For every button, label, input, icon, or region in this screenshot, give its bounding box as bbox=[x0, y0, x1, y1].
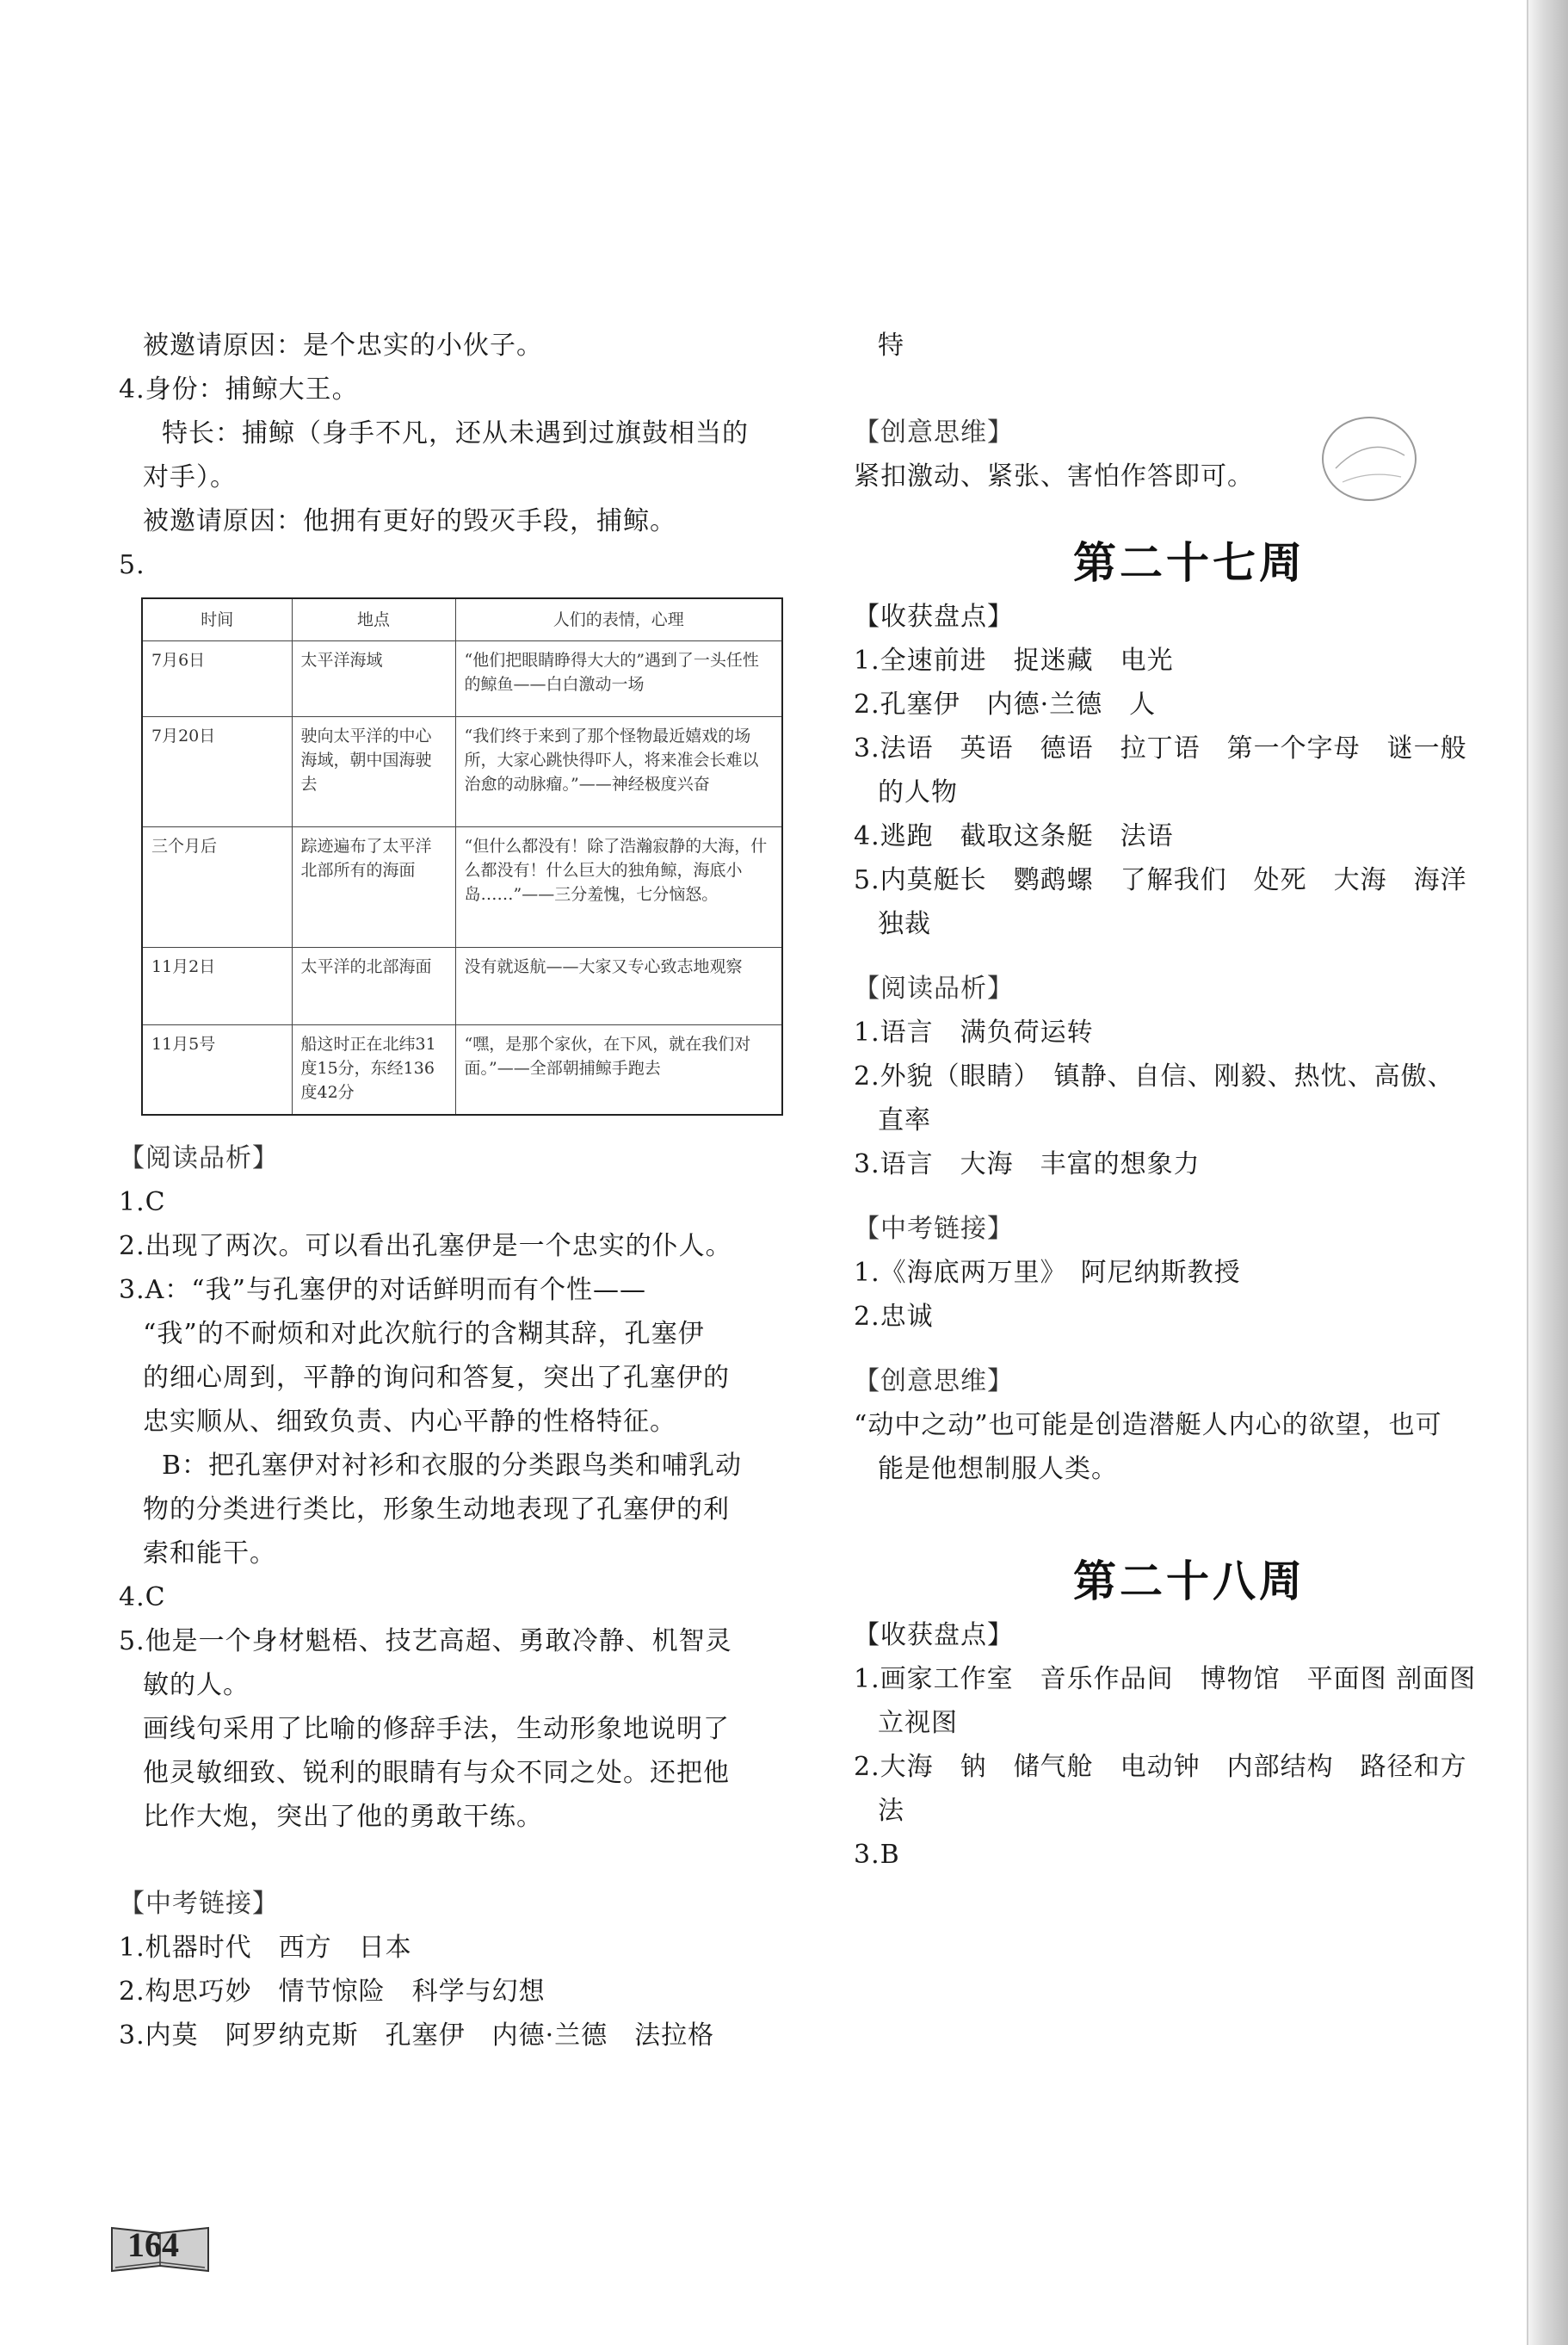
text-line: 5.内莫艇长 鹦鹉螺 了解我们 处死 大海 海洋 bbox=[854, 865, 1467, 895]
left-column bbox=[119, 324, 781, 2057]
text-line: 1.C bbox=[119, 1186, 166, 1217]
right-column bbox=[854, 324, 1525, 1877]
text-line: 4.逃跑 截取这条艇 法语 bbox=[854, 821, 1174, 851]
section-heading: 【收获盘点】 bbox=[854, 1620, 1014, 1650]
text-line: 3.内莫 阿罗纳克斯 孔塞伊 内德·兰德 法拉格 bbox=[119, 2020, 715, 2051]
text-line: 2.大海 钠 储气舱 电动钟 内部结构 路径和方 bbox=[854, 1752, 1467, 1782]
text-line: “动中之动”也可能是创造潜艇人内心的欲望，也可 bbox=[854, 1410, 1442, 1440]
week-title: 第二十七周 bbox=[1073, 537, 1306, 588]
text-line: 特长：捕鲸（身手不凡，还从未遇到过旗鼓相当的 bbox=[162, 418, 749, 449]
section-heading: 【 中考链接 】 bbox=[854, 1207, 1525, 1251]
text-line: 被邀请原因：他拥有更好的毁灭手段，捕鲸。 bbox=[143, 506, 676, 536]
text-line: B：把孔塞伊对衬衫和衣服的分类跟鸟类和哺乳动 bbox=[162, 1450, 743, 1481]
table-cell: 没有就返航——大家又专心致志地观察 bbox=[455, 948, 782, 1025]
text-line: 能是他想制服人类。 bbox=[878, 1454, 1118, 1484]
text-line: 被邀请原因：是个忠实的小伙子。 bbox=[143, 331, 543, 361]
text-line: 的人物 bbox=[878, 777, 958, 807]
text-line: 特 bbox=[878, 331, 904, 361]
text-line: 2.外貌（眼睛） 镇静、自信、刚毅、热忱、高傲、 bbox=[854, 1061, 1454, 1092]
table-cell: 三个月后 bbox=[142, 827, 292, 948]
text-line: 2.孔塞伊 内德·兰德 人 bbox=[854, 690, 1157, 720]
text-line: 4.C bbox=[119, 1581, 166, 1612]
section-heading: 【 创意思维 】 bbox=[854, 1359, 1525, 1403]
text-line: 立视图 bbox=[878, 1708, 958, 1738]
section-heading: 【 创意思维 】 bbox=[854, 411, 1525, 455]
table-header: 人们的表情，心理 bbox=[455, 598, 782, 641]
table-cell: “但什么都没有！除了浩瀚寂静的大海，什么都没有！什么巨大的独角鲸，海底小岛……”——三分羞愧，七分恼怒。 bbox=[455, 827, 782, 948]
text-line: 直率 bbox=[878, 1105, 931, 1135]
table-cell: “我们终于来到了那个怪物最近嬉戏的场所，大家心跳快得吓人，将来准会长难以治愈的动脉瘤。”——神经极度兴奋 bbox=[455, 717, 782, 827]
text-line: 敏的人。 bbox=[143, 1669, 250, 1700]
text-line: 5.他是一个身材魁梧、技艺高超、勇敢冷静、机智灵 bbox=[119, 1625, 732, 1656]
table-cell: 太平洋的北部海面 bbox=[292, 948, 455, 1025]
text-line: 独裁 bbox=[878, 909, 931, 939]
section-heading: 【 阅读品析 】 bbox=[854, 967, 1525, 1011]
text-line: 1.语言 满负荷运转 bbox=[854, 1018, 1094, 1048]
text-line: 物的分类进行类比，形象生动地表现了孔塞伊的利 bbox=[143, 1494, 730, 1525]
text-line: 紧扣激动、紧张、害怕作答即可。 bbox=[854, 461, 1254, 492]
section-heading: 【 中考链接 】 bbox=[119, 1882, 781, 1926]
table-cell: 太平洋海域 bbox=[292, 641, 455, 717]
table-row bbox=[142, 948, 782, 1025]
text-line: 2.忠诚 bbox=[854, 1302, 934, 1332]
text-line: 1.全速前进 捉迷藏 电光 bbox=[854, 646, 1174, 676]
page-number: 164 bbox=[127, 2225, 179, 2264]
text-line: 2.构思巧妙 情节惊险 科学与幻想 bbox=[119, 1976, 546, 2007]
table-cell: 7月6日 bbox=[142, 641, 292, 717]
page-edge bbox=[1527, 0, 1568, 2345]
table-row bbox=[142, 1025, 782, 1115]
week-title: 第二十八周 bbox=[1073, 1556, 1306, 1606]
table-cell: 船这时正在北纬31度15分，东经136度42分 bbox=[292, 1025, 455, 1115]
table-cell: 7月20日 bbox=[142, 717, 292, 827]
stamp-icon bbox=[1318, 408, 1420, 510]
text-line: 5. bbox=[119, 550, 145, 580]
text-line: 比作大炮，突出了他的勇敢干练。 bbox=[143, 1801, 543, 1832]
text-line: 4.身份：捕鲸大王。 bbox=[119, 374, 359, 405]
text-line: 忠实顺从、细致负责、内心平静的性格特征。 bbox=[143, 1406, 676, 1437]
text-line: 3.A：“我”与孔塞伊的对话鲜明而有个性—— bbox=[119, 1274, 646, 1305]
page-number-badge bbox=[108, 2221, 212, 2274]
text-line: 画线句采用了比喻的修辞手法，生动形象地说明了 bbox=[143, 1713, 730, 1744]
text-line: “我”的不耐烦和对此次航行的含糊其辞，孔塞伊 bbox=[143, 1318, 705, 1349]
stamp-logo bbox=[1318, 408, 1420, 510]
text-line: 索和能干。 bbox=[143, 1538, 276, 1568]
table-cell: 11月5号 bbox=[142, 1025, 292, 1115]
table-cell: “嘿，是那个家伙，在下风，就在我们对面。”——全部朝捕鲸手跑去 bbox=[455, 1025, 782, 1115]
section-heading: 【 阅读品析 】 bbox=[119, 1136, 781, 1180]
table-row bbox=[142, 827, 782, 948]
table-header: 时间 bbox=[142, 598, 292, 641]
text-line: 3.法语 英语 德语 拉丁语 第一个字母 谜一般 bbox=[854, 733, 1467, 764]
table-row bbox=[142, 641, 782, 717]
table-cell: 11月2日 bbox=[142, 948, 292, 1025]
text-line: 1.画家工作室 音乐作品间 博物馆 平面图 剖面图 bbox=[854, 1664, 1477, 1694]
text-line: 3.语言 大海 丰富的想象力 bbox=[854, 1149, 1201, 1179]
text-line: 法 bbox=[878, 1796, 904, 1826]
text-line: 1.机器时代 西方 日本 bbox=[119, 1932, 412, 1963]
text-line: 3.B bbox=[854, 1840, 900, 1870]
table-row bbox=[142, 717, 782, 827]
text-line: 1.《海底两万里》 阿尼纳斯教授 bbox=[854, 1258, 1241, 1288]
section-heading-text: 收获盘点 bbox=[880, 1620, 987, 1650]
journey-table bbox=[141, 597, 783, 1116]
text-line: 2.出现了两次。可以看出孔塞伊是一个忠实的仆人。 bbox=[119, 1230, 732, 1261]
section-heading: 【收获盘点】 bbox=[854, 602, 1014, 632]
table-cell: “他们把眼睛睁得大大的”遇到了一头任性的鲸鱼——白白激动一场 bbox=[455, 641, 782, 717]
table-header: 地点 bbox=[292, 598, 455, 641]
table-cell: 踪迹遍布了太平洋北部所有的海面 bbox=[292, 827, 455, 948]
table-cell: 驶向太平洋的中心海域，朝中国海驶去 bbox=[292, 717, 455, 827]
section-heading-text: 收获盘点 bbox=[880, 602, 987, 632]
text-line: 他灵敏细致、锐利的眼睛有与众不同之处。还把他 bbox=[143, 1757, 730, 1788]
table-header-row bbox=[142, 598, 782, 641]
text-line: 对手）。 bbox=[143, 462, 237, 492]
text-line: 的细心周到，平静的询问和答复，突出了孔塞伊的 bbox=[143, 1362, 730, 1393]
